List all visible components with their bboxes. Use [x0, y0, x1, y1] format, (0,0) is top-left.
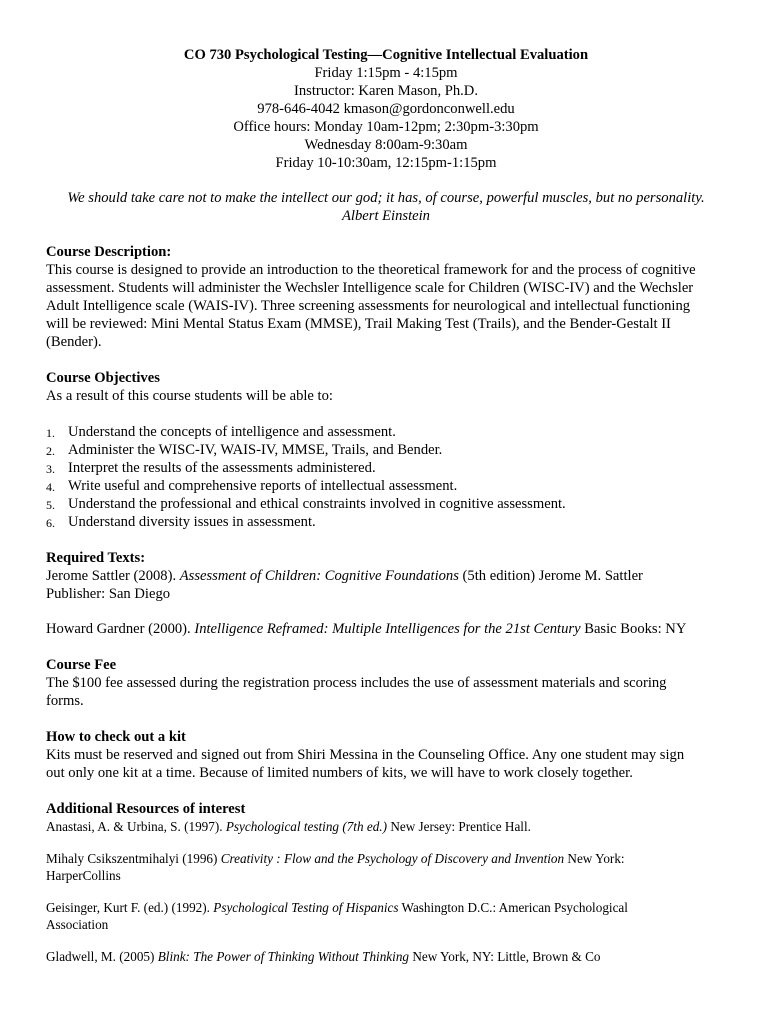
instructor: Instructor: Karen Mason, Ph.D. [293, 83, 478, 99]
citation-publisher: (5th edition) Jerome M. Sattler [458, 568, 643, 584]
course-fee-section [46, 656, 726, 710]
citation-publisher: Washington D.C.: American Psychological [398, 900, 628, 915]
citation-title: Psychological Testing of Hispanics [213, 900, 399, 915]
text-line: will be reviewed: Mini Mental Status Exam (MMSE), Trail Making Test (Trails), and the Bender-Gestalt II [46, 316, 671, 332]
list-item [46, 423, 726, 441]
citation-author: Anastasi, A. & Urbina, S. (1997). [46, 819, 226, 834]
section-heading: Course Description: [46, 244, 172, 260]
course-title: CO 730 Psychological Testing—Cognitive Intellectual Evaluation [183, 47, 589, 63]
text-line: out only one kit at a time. Because of limited numbers of kits, we will have to work closely together. [46, 765, 633, 781]
citation-publisher: New York: [564, 851, 625, 866]
citation-author: Mihaly Csikszentmihalyi (1996) [46, 851, 221, 866]
book-publisher: Publisher: San Diego [46, 586, 171, 602]
quote-author: Albert Einstein [342, 208, 430, 224]
text-line: assessment. Students will administer the Wechsler Intelligence scale for Children (WISC-IV) and the Wechsler [46, 280, 694, 296]
list-text: Write useful and comprehensive reports of intellectual assessment. [68, 478, 458, 494]
citation-author: Howard Gardner (2000). [46, 621, 195, 637]
course-description-section [46, 243, 726, 351]
citation-publisher: Basic Books: NY [580, 621, 687, 637]
quote-text: We should take care not to make the intellect our god; it has, of course, powerful muscles, but no personality. [67, 190, 705, 206]
list-number: 4. [46, 480, 55, 494]
kit-text [46, 746, 726, 782]
resource-citation [46, 899, 726, 933]
list-number: 1. [46, 426, 55, 440]
syllabus-page [46, 46, 726, 965]
list-number: 3. [46, 462, 55, 476]
list-item [46, 459, 726, 477]
book-citation [46, 567, 726, 585]
course-header [46, 46, 726, 172]
list-number: 2. [46, 444, 55, 458]
citation-title: Intelligence Reframed: Multiple Intelligences for the 21st Century [194, 621, 581, 637]
text-line: Kits must be reserved and signed out from Shiri Messina in the Counseling Office. Any one student may sign [46, 747, 685, 763]
objectives-intro: As a result of this course students will be able to: [46, 388, 333, 404]
text-line: This course is designed to provide an introduction to the theoretical framework for and the process of cognitive [46, 262, 696, 278]
text-line: (Bender). [46, 334, 102, 350]
list-item [46, 495, 726, 513]
list-text: Understand the concepts of intelligence and assessment. [68, 424, 396, 440]
list-item [46, 513, 726, 531]
objectives-list [46, 423, 726, 531]
required-texts-section [46, 549, 726, 638]
resource-citation [46, 850, 726, 884]
section-heading: Course Fee [46, 657, 117, 673]
citation-author: Geisinger, Kurt F. (ed.) (1992). [46, 900, 214, 915]
list-number: 5. [46, 498, 55, 512]
list-text: Understand diversity issues in assessment. [68, 514, 316, 530]
list-item [46, 441, 726, 459]
citation-title: Blink: The Power of Thinking Without Thinking [157, 949, 410, 964]
contact-info: 978-646-4042 kmason@gordonconwell.edu [257, 101, 515, 117]
course-objectives-section [46, 369, 726, 531]
book-citation [46, 620, 726, 638]
list-text: Understand the professional and ethical constraints involved in cognitive assessment. [68, 496, 566, 512]
fee-text [46, 674, 726, 710]
citation-author: Jerome Sattler (2008). [46, 568, 180, 584]
kit-checkout-section [46, 728, 726, 782]
citation-continuation: HarperCollins [46, 868, 121, 883]
citation-publisher: New Jersey: Prentice Hall. [387, 819, 531, 834]
citation-author: Gladwell, M. (2005) [46, 949, 158, 964]
citation-title: Assessment of Children: Cognitive Foundations [179, 568, 459, 584]
office-hours-friday: Friday 10-10:30am, 12:15pm-1:15pm [275, 155, 497, 171]
text-line: forms. [46, 693, 84, 709]
office-hours: Office hours: Monday 10am-12pm; 2:30pm-3:30pm [233, 119, 539, 135]
list-text: Administer the WISC-IV, WAIS-IV, MMSE, Trails, and Bender. [68, 442, 443, 458]
resource-citation [46, 948, 726, 965]
description-text [46, 261, 726, 351]
section-heading: How to check out a kit [46, 729, 186, 745]
section-heading: Course Objectives [46, 370, 160, 386]
citation-title: Creativity : Flow and the Psychology of Discovery and Invention [220, 851, 565, 866]
section-heading: Additional Resources of interest [46, 801, 246, 817]
citation-continuation: Association [46, 917, 109, 932]
section-heading: Required Texts: [46, 550, 146, 566]
text-line: The $100 fee assessed during the registration process includes the use of assessment materials and scoring [46, 675, 667, 691]
list-item [46, 477, 726, 495]
list-text: Interpret the results of the assessments administered. [68, 460, 376, 476]
text-line: Adult Intelligence scale (WAIS-IV). Three screening assessments for neurological and intellectual functioning [46, 298, 691, 314]
epigraph [46, 189, 726, 225]
office-hours-wednesday: Wednesday 8:00am-9:30am [304, 137, 468, 153]
list-number: 6. [46, 516, 55, 530]
resource-citation [46, 818, 726, 835]
citation-publisher: New York, NY: Little, Brown & Co [409, 949, 601, 964]
class-time: Friday 1:15pm - 4:15pm [314, 65, 458, 81]
additional-resources-section [46, 800, 726, 965]
citation-title: Psychological testing (7th ed.) [225, 819, 388, 834]
